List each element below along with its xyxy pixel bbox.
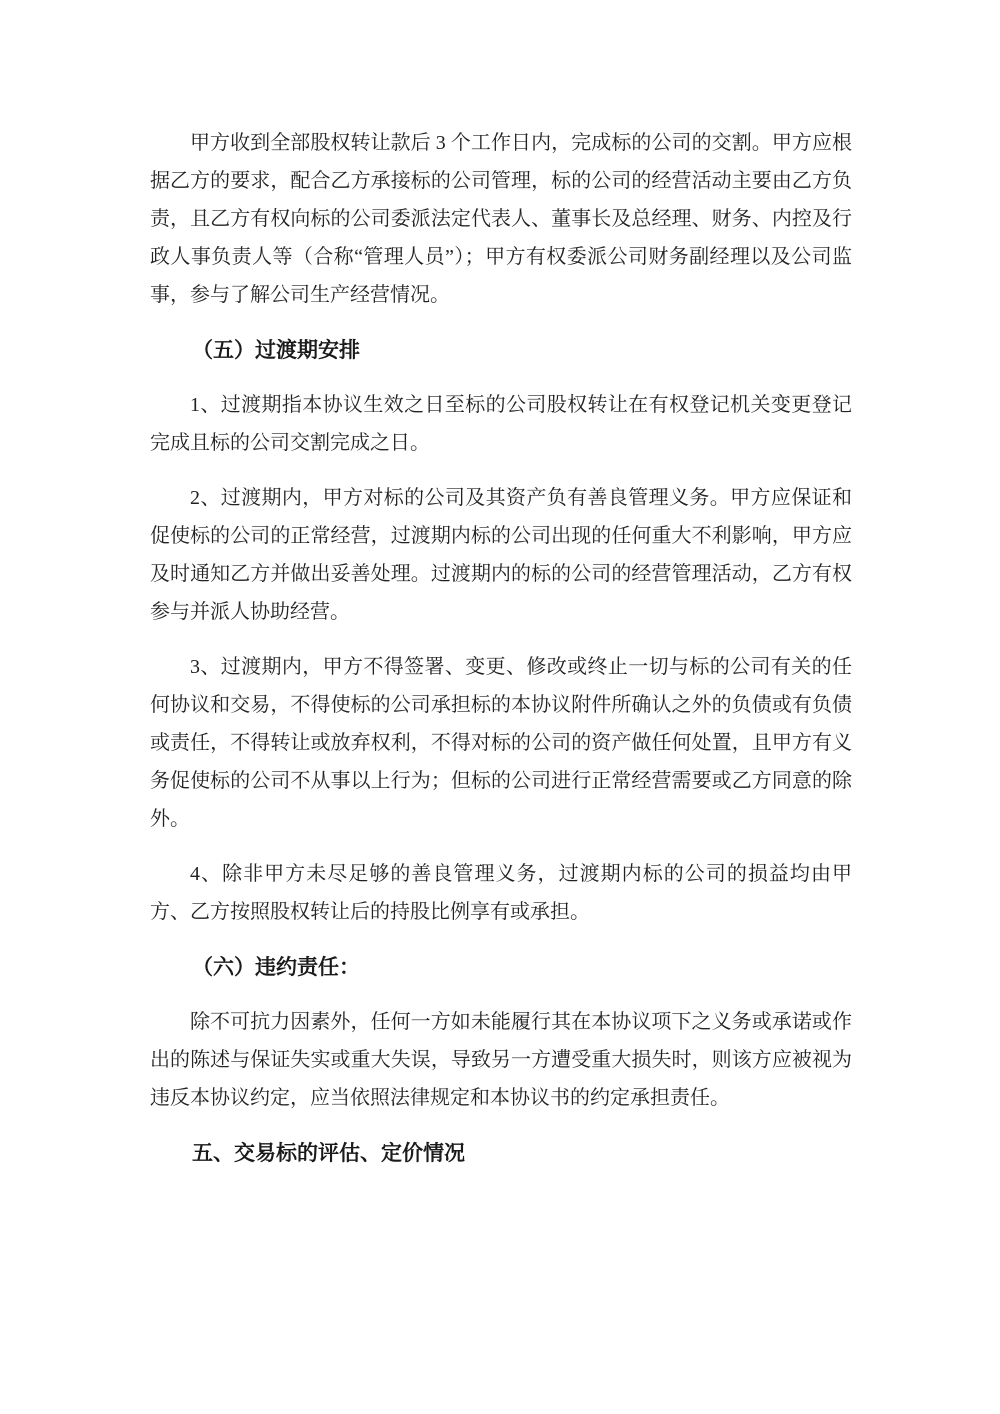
transition-item-1: 1、过渡期指本协议生效之日至标的公司股权转让在有权登记机关变更登记完成且标的公司交割完成之日。: [150, 394, 852, 454]
chapter-heading-valuation-pricing: 五、交易标的评估、定价情况: [192, 1141, 465, 1165]
section-heading-transition-period: （五）过渡期安排: [192, 338, 360, 362]
breach-liability-paragraph: 除不可抗力因素外，任何一方如未能履行其在本协议项下之义务或承诺或作出的陈述与保证失实或重大失误，导致另一方遭受重大损失时，则该方应被视为违反本协议约定，应当依照法律规定和本协议书的约定承担责任。: [150, 1011, 852, 1109]
transition-item-3: 3、过渡期内，甲方不得签署、变更、修改或终止一切与标的公司有关的任何协议和交易，不得使标的公司承担标的本协议附件所确认之外的负债或有负债或责任，不得转让或放弃权利，不得对标的公司的资产做任何处置，且甲方有义务促使标的公司不从事以上行为；但标的公司进行正常经营需要或乙方同意的除外。: [150, 656, 852, 830]
section-heading-breach-liability: （六）违约责任：: [192, 955, 360, 979]
transition-item-4: 4、除非甲方未尽足够的善良管理义务，过渡期内标的公司的损益均由甲方、乙方按照股权转让后的持股比例享有或承担。: [150, 863, 852, 923]
transition-item-2: 2、过渡期内，甲方对标的公司及其资产负有善良管理义务。甲方应保证和促使标的公司的正常经营，过渡期内标的公司出现的任何重大不利影响，甲方应及时通知乙方并做出妥善处理。过渡期内的标的公司的经营管理活动，乙方有权参与并派人协助经营。: [150, 487, 852, 623]
closing-obligations-paragraph: 甲方收到全部股权转让款后 3 个工作日内，完成标的公司的交割。甲方应根据乙方的要求，配合乙方承接标的公司管理，标的公司的经营活动主要由乙方负责，且乙方有权向标的公司委派法定代表人、董事长及总经理、财务、内控及行政人事负责人等（合称“管理人员”）；甲方有权委派公司财务副经理以及公司监事，参与了解公司生产经营情况。: [150, 132, 852, 306]
